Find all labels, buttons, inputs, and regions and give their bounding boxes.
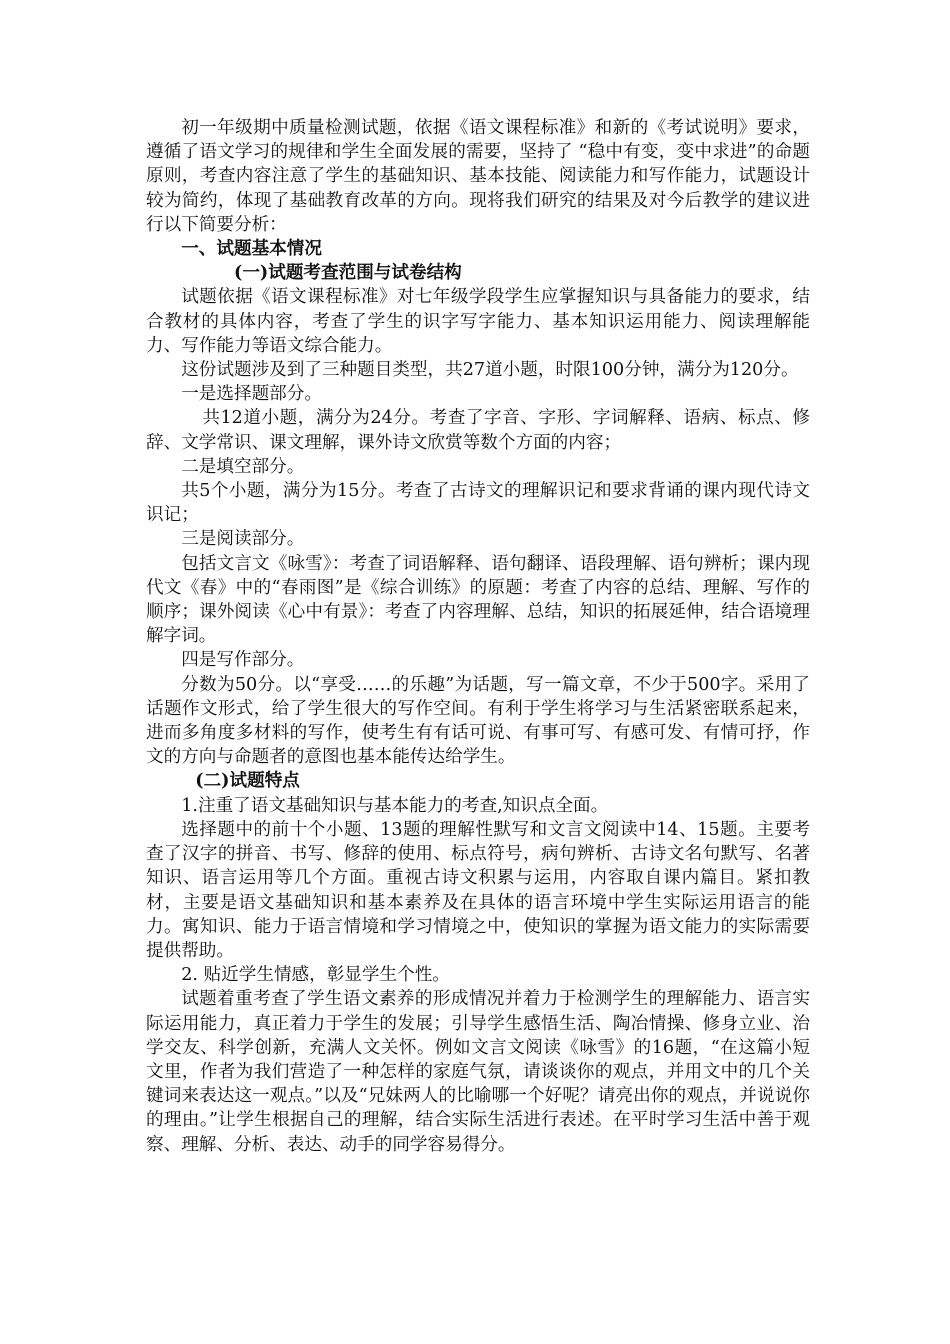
point-title: 1.注重了语文基础知识与基本能力的考查,知识点全面。 (181, 795, 609, 816)
part-title: 二是填空部分。 (181, 456, 305, 477)
paragraph: 选择题中的前十个小题、13题的理解性默写和文言文阅读中14、15题。主要考查了汉字的拼音、书写、修辞的使用、标点符号，病句辨析、古诗文名句默写、名著知识、语言运用等几个方面。重视古诗文积累与运用，内容取自课内篇目。紧扣教材，主要是语文基础知识和基本素养及在具体的语言环境中学生实际运用语言的能力。寓知识、能力于语言情境和学习情境之中，使知识的掌握为语文能力的实际需要提供帮助。 (146, 819, 810, 961)
paragraph: 包括文言文《咏雪》：考查了词语解释、语句翻译、语段理解、语句辨析；课内现代文《春》中的“春雨图”是《综合训练》的原题：考查了内容的总结、理解、写作的顺序；课外阅读《心中有景》：考查了内容理解、总结，知识的拓展延伸，结合语境理解字词。 (146, 553, 810, 647)
section-heading: 一、试题基本情况 (181, 238, 322, 260)
paragraph: 共5个小题，满分为15分。考查了古诗文的理解识记和要求背诵的课内现代诗文识记； (146, 481, 810, 526)
paragraph: 试题依据《语文课程标准》对七年级学段学生应掌握知识与具备能力的要求，结合教材的具体内容，考查了学生的识字写字能力、基本知识运用能力、阅读理解能力、写作能力等语文综合能力。 (146, 287, 810, 356)
part-title: 三是阅读部分。 (181, 529, 305, 550)
subsection-heading: (一)试题考查范围与试卷结构 (234, 262, 462, 284)
paragraph: 这份试题涉及到了三种题目类型，共27道小题，时限100分钟，满分为120分。 (181, 360, 799, 381)
point-title: 2. 贴近学生情感，彰显学生个性。 (181, 965, 450, 986)
document-body (146, 116, 810, 1157)
part-title: 一是选择题部分。 (181, 384, 322, 405)
paragraph: 共12道小题，满分为24分。考查了字音、字形、字词解释、语病、标点、修辞、文学常识、课文理解，课外诗文欣赏等数个方面的内容； (146, 408, 810, 453)
paragraph: 分数为50分。以“享受……的乐趣”为话题，写一篇文章，不少于500字。采用了话题作文形式，给了学生很大的写作空间。有利于学生将学习与生活紧密联系起来，进而多角度多材料的写作，使考生有有话可说、有事可写、有感可发、有情可抒，作文的方向与命题者的意图也基本能传达给学生。 (146, 674, 810, 768)
part-title: 四是写作部分。 (181, 650, 305, 671)
subsection-heading: (二)试题特点 (195, 770, 300, 792)
paragraph: 试题着重考查了学生语文素养的形成情况并着力于检测学生的理解能力、语言实际运用能力，真正着力于学生的发展；引导学生感悟生活、陶冶情操、修身立业、治学交友、科学创新，充满人文关怀。例如文言文阅读《咏雪》的16题，“在这篇小短文里，作者为我们营造了一种怎样的家庭气氛，请谈谈你的观点，并用文中的几个关键词来表达这一观点。”以及“兄妹两人的比喻哪一个好呢？请亮出你的观点，并说说你的理由。”让学生根据自己的理解，结合实际生活进行表述。在平时学习生活中善于观察、理解、分析、表达、动手的同学容易得分。 (146, 989, 810, 1155)
intro-paragraph: 初一年级期中质量检测试题，依据《语文课程标准》和新的《考试说明》要求，遵循了语文学习的规律和学生全面发展的需要，坚持了 “稳中有变，变中求进”的命题原则，考查内容注意了学生的基础知识、基本技能、阅读能力和写作能力，试题设计较为简约，体现了基础教育改革的方向。现将我们研究的结果及对今后教学的建议进行以下简要分析： (146, 118, 810, 235)
